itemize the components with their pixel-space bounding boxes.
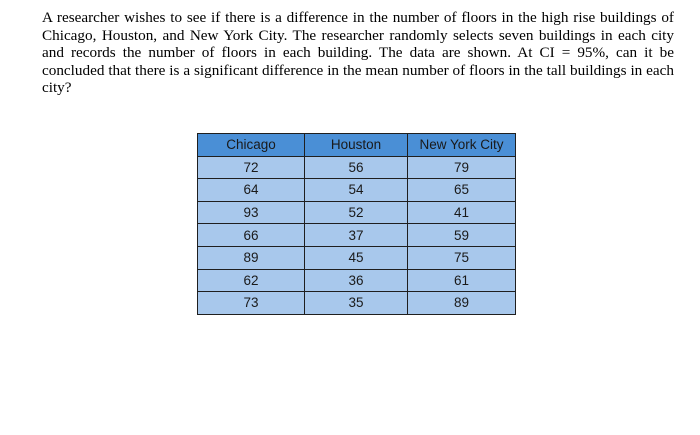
cell-houston: 37 (305, 224, 408, 247)
cell-chicago: 93 (198, 201, 305, 224)
cell-chicago: 89 (198, 246, 305, 269)
header-chicago: Chicago (198, 134, 305, 157)
question-text: A researcher wishes to see if there is a difference in the number of floors in the high rise buildings of Chicago, Houston, and New York City. The researcher randomly selects seven buildings in each city and records the number of floors in each building. The data are shown. At CI = 95%, can it be concluded that there is a significant difference in the mean number of floors in the tall buildings in each city? (42, 9, 674, 97)
cell-houston: 56 (305, 156, 408, 179)
table-row (198, 269, 516, 292)
cell-new-york-city: 65 (408, 179, 516, 202)
table-row (198, 224, 516, 247)
cell-chicago: 62 (198, 269, 305, 292)
table-header-row (198, 134, 516, 157)
cell-chicago: 73 (198, 292, 305, 315)
cell-new-york-city: 41 (408, 201, 516, 224)
table-row (198, 292, 516, 315)
table-row (198, 179, 516, 202)
cell-houston: 36 (305, 269, 408, 292)
table-row (198, 246, 516, 269)
cell-houston: 54 (305, 179, 408, 202)
table-row (198, 156, 516, 179)
header-new-york-city: New York City (408, 134, 516, 157)
cell-chicago: 66 (198, 224, 305, 247)
cell-new-york-city: 59 (408, 224, 516, 247)
cell-chicago: 72 (198, 156, 305, 179)
cell-houston: 52 (305, 201, 408, 224)
cell-houston: 45 (305, 246, 408, 269)
cell-new-york-city: 61 (408, 269, 516, 292)
cell-new-york-city: 79 (408, 156, 516, 179)
floors-data-table (197, 133, 516, 315)
cell-houston: 35 (305, 292, 408, 315)
cell-chicago: 64 (198, 179, 305, 202)
cell-new-york-city: 75 (408, 246, 516, 269)
table-row (198, 201, 516, 224)
cell-new-york-city: 89 (408, 292, 516, 315)
header-houston: Houston (305, 134, 408, 157)
